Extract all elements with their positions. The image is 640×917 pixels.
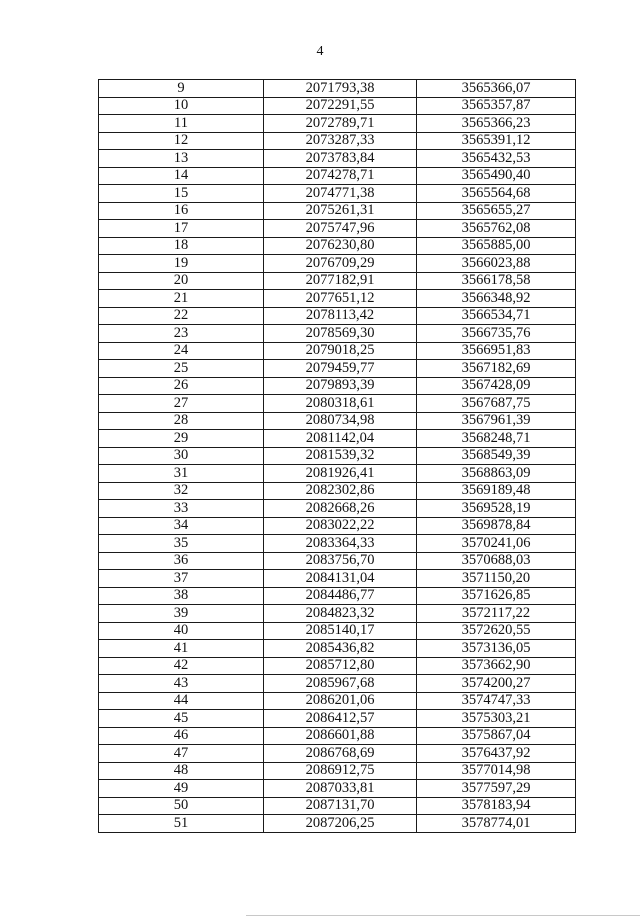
point-number-cell: 33: [99, 500, 264, 518]
point-number-cell: 41: [99, 640, 264, 658]
x-coordinate-cell: 2084823,32: [264, 605, 417, 623]
point-number-cell: 45: [99, 710, 264, 728]
y-coordinate-cell: 3567428,09: [417, 377, 576, 395]
table-row: [99, 202, 576, 220]
coordinates-table-body: [99, 80, 576, 833]
y-coordinate-cell: 3565655,27: [417, 202, 576, 220]
point-number-cell: 28: [99, 412, 264, 430]
point-number-cell: 48: [99, 762, 264, 780]
point-number-cell: 14: [99, 167, 264, 185]
table-row: [99, 535, 576, 553]
y-coordinate-cell: 3569189,48: [417, 482, 576, 500]
point-number-cell: 17: [99, 220, 264, 238]
point-number-cell: 19: [99, 255, 264, 273]
x-coordinate-cell: 2086201,06: [264, 692, 417, 710]
table-row: [99, 412, 576, 430]
x-coordinate-cell: 2086768,69: [264, 745, 417, 763]
table-row: [99, 360, 576, 378]
table-row: [99, 447, 576, 465]
x-coordinate-cell: 2078569,30: [264, 325, 417, 343]
x-coordinate-cell: 2075261,31: [264, 202, 417, 220]
y-coordinate-cell: 3572620,55: [417, 622, 576, 640]
y-coordinate-cell: 3565762,08: [417, 220, 576, 238]
y-coordinate-cell: 3578774,01: [417, 815, 576, 833]
table-row: [99, 220, 576, 238]
x-coordinate-cell: 2077182,91: [264, 272, 417, 290]
y-coordinate-cell: 3569878,84: [417, 517, 576, 535]
point-number-cell: 24: [99, 342, 264, 360]
x-coordinate-cell: 2079018,25: [264, 342, 417, 360]
y-coordinate-cell: 3566178,58: [417, 272, 576, 290]
x-coordinate-cell: 2085436,82: [264, 640, 417, 658]
y-coordinate-cell: 3578183,94: [417, 797, 576, 815]
point-number-cell: 12: [99, 132, 264, 150]
table-row: [99, 762, 576, 780]
table-row: [99, 377, 576, 395]
y-coordinate-cell: 3567961,39: [417, 412, 576, 430]
y-coordinate-cell: 3567687,75: [417, 395, 576, 413]
x-coordinate-cell: 2083364,33: [264, 535, 417, 553]
y-coordinate-cell: 3571626,85: [417, 587, 576, 605]
point-number-cell: 39: [99, 605, 264, 623]
x-coordinate-cell: 2078113,42: [264, 307, 417, 325]
point-number-cell: 15: [99, 185, 264, 203]
point-number-cell: 51: [99, 815, 264, 833]
point-number-cell: 11: [99, 115, 264, 133]
y-coordinate-cell: 3575303,21: [417, 710, 576, 728]
y-coordinate-cell: 3565366,23: [417, 115, 576, 133]
x-coordinate-cell: 2083022,22: [264, 517, 417, 535]
x-coordinate-cell: 2081142,04: [264, 430, 417, 448]
table-row: [99, 745, 576, 763]
x-coordinate-cell: 2085967,68: [264, 675, 417, 693]
point-number-cell: 29: [99, 430, 264, 448]
point-number-cell: 47: [99, 745, 264, 763]
table-row: [99, 290, 576, 308]
point-number-cell: 26: [99, 377, 264, 395]
table-row: [99, 780, 576, 798]
point-number-cell: 10: [99, 97, 264, 115]
table-row: [99, 307, 576, 325]
scan-edge-line: [246, 915, 640, 916]
table-row: [99, 517, 576, 535]
x-coordinate-cell: 2080318,61: [264, 395, 417, 413]
x-coordinate-cell: 2079893,39: [264, 377, 417, 395]
x-coordinate-cell: 2083756,70: [264, 552, 417, 570]
y-coordinate-cell: 3565357,87: [417, 97, 576, 115]
point-number-cell: 18: [99, 237, 264, 255]
x-coordinate-cell: 2082668,26: [264, 500, 417, 518]
x-coordinate-cell: 2087033,81: [264, 780, 417, 798]
table-row: [99, 587, 576, 605]
page-number: 4: [316, 44, 324, 59]
table-row: [99, 605, 576, 623]
x-coordinate-cell: 2084486,77: [264, 587, 417, 605]
table-row: [99, 465, 576, 483]
y-coordinate-cell: 3566951,83: [417, 342, 576, 360]
y-coordinate-cell: 3571150,20: [417, 570, 576, 588]
table-row: [99, 97, 576, 115]
table-row: [99, 237, 576, 255]
table-row: [99, 692, 576, 710]
table-row: [99, 342, 576, 360]
table-row: [99, 115, 576, 133]
y-coordinate-cell: 3572117,22: [417, 605, 576, 623]
x-coordinate-cell: 2084131,04: [264, 570, 417, 588]
x-coordinate-cell: 2081926,41: [264, 465, 417, 483]
y-coordinate-cell: 3565391,12: [417, 132, 576, 150]
y-coordinate-cell: 3576437,92: [417, 745, 576, 763]
y-coordinate-cell: 3565564,68: [417, 185, 576, 203]
y-coordinate-cell: 3574200,27: [417, 675, 576, 693]
y-coordinate-cell: 3565366,07: [417, 80, 576, 98]
x-coordinate-cell: 2086601,88: [264, 727, 417, 745]
x-coordinate-cell: 2086912,75: [264, 762, 417, 780]
table-row: [99, 815, 576, 833]
point-number-cell: 43: [99, 675, 264, 693]
x-coordinate-cell: 2081539,32: [264, 447, 417, 465]
y-coordinate-cell: 3566534,71: [417, 307, 576, 325]
table-row: [99, 622, 576, 640]
x-coordinate-cell: 2073287,33: [264, 132, 417, 150]
x-coordinate-cell: 2080734,98: [264, 412, 417, 430]
table-row: [99, 640, 576, 658]
x-coordinate-cell: 2082302,86: [264, 482, 417, 500]
point-number-cell: 16: [99, 202, 264, 220]
y-coordinate-cell: 3568248,71: [417, 430, 576, 448]
point-number-cell: 46: [99, 727, 264, 745]
x-coordinate-cell: 2074771,38: [264, 185, 417, 203]
point-number-cell: 25: [99, 360, 264, 378]
x-coordinate-cell: 2085140,17: [264, 622, 417, 640]
y-coordinate-cell: 3569528,19: [417, 500, 576, 518]
x-coordinate-cell: 2086412,57: [264, 710, 417, 728]
table-row: [99, 272, 576, 290]
y-coordinate-cell: 3565490,40: [417, 167, 576, 185]
x-coordinate-cell: 2076230,80: [264, 237, 417, 255]
point-number-cell: 32: [99, 482, 264, 500]
x-coordinate-cell: 2085712,80: [264, 657, 417, 675]
x-coordinate-cell: 2077651,12: [264, 290, 417, 308]
table-row: [99, 570, 576, 588]
point-number-cell: 44: [99, 692, 264, 710]
table-row: [99, 185, 576, 203]
point-number-cell: 21: [99, 290, 264, 308]
y-coordinate-cell: 3577014,98: [417, 762, 576, 780]
x-coordinate-cell: 2075747,96: [264, 220, 417, 238]
y-coordinate-cell: 3570241,06: [417, 535, 576, 553]
y-coordinate-cell: 3573662,90: [417, 657, 576, 675]
point-number-cell: 36: [99, 552, 264, 570]
point-number-cell: 13: [99, 150, 264, 168]
point-number-cell: 50: [99, 797, 264, 815]
point-number-cell: 35: [99, 535, 264, 553]
point-number-cell: 42: [99, 657, 264, 675]
x-coordinate-cell: 2072291,55: [264, 97, 417, 115]
table-row: [99, 675, 576, 693]
y-coordinate-cell: 3577597,29: [417, 780, 576, 798]
point-number-cell: 9: [99, 80, 264, 98]
table-row: [99, 430, 576, 448]
coordinates-table: [98, 79, 576, 833]
point-number-cell: 40: [99, 622, 264, 640]
y-coordinate-cell: 3565432,53: [417, 150, 576, 168]
table-row: [99, 167, 576, 185]
point-number-cell: 20: [99, 272, 264, 290]
table-row: [99, 325, 576, 343]
x-coordinate-cell: 2079459,77: [264, 360, 417, 378]
table-row: [99, 482, 576, 500]
y-coordinate-cell: 3568549,39: [417, 447, 576, 465]
x-coordinate-cell: 2073783,84: [264, 150, 417, 168]
x-coordinate-cell: 2076709,29: [264, 255, 417, 273]
y-coordinate-cell: 3570688,03: [417, 552, 576, 570]
point-number-cell: 27: [99, 395, 264, 413]
table-row: [99, 727, 576, 745]
point-number-cell: 37: [99, 570, 264, 588]
point-number-cell: 23: [99, 325, 264, 343]
y-coordinate-cell: 3574747,33: [417, 692, 576, 710]
table-row: [99, 552, 576, 570]
y-coordinate-cell: 3565885,00: [417, 237, 576, 255]
y-coordinate-cell: 3573136,05: [417, 640, 576, 658]
table-row: [99, 132, 576, 150]
y-coordinate-cell: 3568863,09: [417, 465, 576, 483]
point-number-cell: 22: [99, 307, 264, 325]
x-coordinate-cell: 2074278,71: [264, 167, 417, 185]
table-row: [99, 150, 576, 168]
table-row: [99, 657, 576, 675]
y-coordinate-cell: 3567182,69: [417, 360, 576, 378]
table-row: [99, 500, 576, 518]
y-coordinate-cell: 3575867,04: [417, 727, 576, 745]
point-number-cell: 34: [99, 517, 264, 535]
table-row: [99, 80, 576, 98]
table-row: [99, 255, 576, 273]
x-coordinate-cell: 2087131,70: [264, 797, 417, 815]
table-row: [99, 797, 576, 815]
point-number-cell: 49: [99, 780, 264, 798]
point-number-cell: 30: [99, 447, 264, 465]
x-coordinate-cell: 2071793,38: [264, 80, 417, 98]
point-number-cell: 38: [99, 587, 264, 605]
y-coordinate-cell: 3566735,76: [417, 325, 576, 343]
x-coordinate-cell: 2087206,25: [264, 815, 417, 833]
y-coordinate-cell: 3566023,88: [417, 255, 576, 273]
x-coordinate-cell: 2072789,71: [264, 115, 417, 133]
point-number-cell: 31: [99, 465, 264, 483]
table-row: [99, 710, 576, 728]
y-coordinate-cell: 3566348,92: [417, 290, 576, 308]
table-row: [99, 395, 576, 413]
